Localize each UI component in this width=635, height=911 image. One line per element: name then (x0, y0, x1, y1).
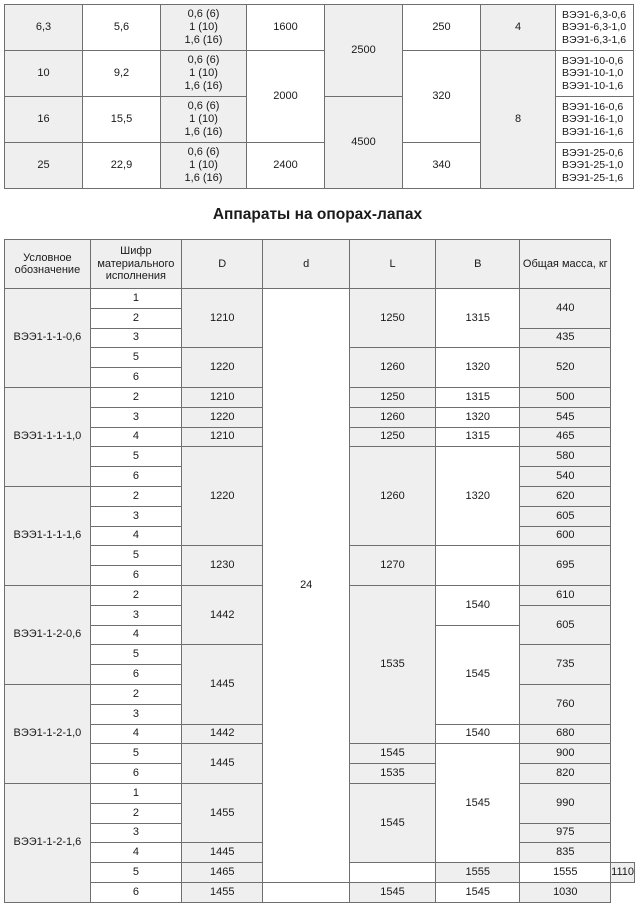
d-cell: 1455 (181, 783, 263, 842)
header-mass: Общая масса, кг (520, 240, 611, 289)
table-cell: 15,5 (83, 97, 161, 143)
table-cell: 0,6 (6) 1 (10) 1,6 (16) (161, 143, 247, 189)
table-cell: 8 (481, 51, 556, 189)
code-cell: 3 (90, 506, 181, 526)
designation-cell: ВЭЭ1-1-1-1,6 (5, 486, 91, 585)
code-cell: 6 (90, 665, 181, 685)
mass-cell: 605 (520, 506, 611, 526)
mass-cell: 520 (520, 348, 611, 388)
mass-cell: 760 (520, 684, 611, 724)
table-cell: 6,3 (5, 5, 83, 51)
code-cell: 6 (90, 368, 181, 388)
designation-cell: ВЭЭ1-1-2-1,6 (5, 783, 91, 902)
l-cell: 1270 (349, 546, 435, 586)
d-inner-cell (263, 882, 349, 902)
l-cell: 1260 (349, 447, 435, 546)
main-specs-table (4, 239, 635, 903)
mass-cell: 605 (520, 605, 611, 645)
code-cell: 2 (90, 486, 181, 506)
mass-cell: 990 (520, 783, 611, 823)
table-cell: 9,2 (83, 51, 161, 97)
b-cell: 1315 (436, 427, 520, 447)
mass-cell: 735 (520, 645, 611, 685)
code-cell: 3 (90, 704, 181, 724)
mass-cell: 975 (520, 823, 611, 843)
table-header-row (5, 240, 635, 289)
code-cell: 5 (90, 863, 181, 883)
b-cell: 1320 (436, 407, 520, 427)
l-cell: 1250 (349, 387, 435, 407)
table-row (5, 882, 635, 902)
code-cell: 1 (90, 783, 181, 803)
code-cell: 4 (90, 526, 181, 546)
table-cell: 4500 (325, 97, 403, 189)
table-cell: 16 (5, 97, 83, 143)
l-cell: 1545 (349, 744, 435, 764)
designation-cell: ВЭЭ1-1-1-1,0 (5, 387, 91, 486)
code-cell: 3 (90, 605, 181, 625)
table-cell: 320 (403, 51, 481, 143)
table-cell: 5,6 (83, 5, 161, 51)
table-cell: 22,9 (83, 143, 161, 189)
table-cell: 2400 (247, 143, 325, 189)
l-cell: 1535 (349, 585, 435, 743)
designation-cell: ВЭЭ1-1-2-1,0 (5, 684, 91, 783)
l-cell: 1545 (349, 882, 435, 902)
header-material-code: Шифр материального исполнения (90, 240, 181, 289)
d-cell: 1442 (181, 724, 263, 744)
d-cell: 1445 (181, 744, 263, 784)
table-cell: ВЭЭ1-25-0,6 ВЭЭ1-25-1,0 ВЭЭ1-25-1,6 (556, 143, 634, 189)
table-cell: ВЭЭ1-6,3-0,6 ВЭЭ1-6,3-1,0 ВЭЭ1-6,3-1,6 (556, 5, 634, 51)
mass-cell: 600 (520, 526, 611, 546)
code-cell: 5 (90, 348, 181, 368)
mass-cell: 610 (520, 585, 611, 605)
header-l: L (349, 240, 435, 289)
l-cell: 1250 (349, 289, 435, 348)
table-row (5, 51, 634, 97)
d-cell: 1210 (181, 387, 263, 407)
table-cell: 0,6 (6) 1 (10) 1,6 (16) (161, 5, 247, 51)
d-cell: 1220 (181, 407, 263, 427)
b-cell: 1315 (436, 289, 520, 348)
b-cell: 1545 (436, 625, 520, 724)
code-cell: 6 (90, 764, 181, 784)
code-cell: 3 (90, 823, 181, 843)
code-cell: 3 (90, 407, 181, 427)
mass-cell: 465 (520, 427, 611, 447)
code-cell: 1 (90, 289, 181, 309)
d-cell: 1465 (181, 863, 263, 883)
b-cell: 1545 (436, 882, 520, 902)
header-b: B (436, 240, 520, 289)
b-cell: 1320 (436, 348, 520, 388)
table-cell: 0,6 (6) 1 (10) 1,6 (16) (161, 97, 247, 143)
d-cell: 1220 (181, 447, 263, 546)
table-cell: ВЭЭ1-10-0,6 ВЭЭ1-10-1,0 ВЭЭ1-10-1,6 (556, 51, 634, 97)
code-cell: 3 (90, 328, 181, 348)
mass-cell: 620 (520, 486, 611, 506)
table-cell: 25 (5, 143, 83, 189)
mass-cell: 1030 (520, 882, 611, 902)
code-cell: 6 (90, 566, 181, 586)
mass-cell: 1110 (611, 863, 635, 883)
table-cell: 0,6 (6) 1 (10) 1,6 (16) (161, 51, 247, 97)
d-inner-cell (349, 863, 435, 883)
d-cell: 1445 (181, 645, 263, 724)
d-inner-cell: 24 (263, 289, 349, 883)
code-cell: 2 (90, 684, 181, 704)
code-cell: 6 (90, 882, 181, 902)
table-cell: ВЭЭ1-16-0,6 ВЭЭ1-16-1,0 ВЭЭ1-16-1,6 (556, 97, 634, 143)
l-cell: 1545 (349, 783, 435, 862)
section-title: Аппараты на опорах-лапах (212, 206, 423, 223)
d-cell: 1210 (181, 427, 263, 447)
code-cell: 2 (90, 387, 181, 407)
code-cell: 4 (90, 843, 181, 863)
code-cell: 6 (90, 467, 181, 487)
b-cell: 1540 (436, 585, 520, 625)
b-cell (436, 546, 520, 586)
l-cell: 1260 (349, 407, 435, 427)
table-cell: 2000 (247, 51, 325, 143)
b-cell: 1540 (436, 724, 520, 744)
designation-cell: ВЭЭ1-1-1-0,6 (5, 289, 91, 388)
mass-cell: 580 (520, 447, 611, 467)
code-cell: 4 (90, 724, 181, 744)
d-cell: 1445 (181, 843, 263, 863)
mass-cell: 545 (520, 407, 611, 427)
code-cell: 4 (90, 427, 181, 447)
table-cell: 2500 (325, 5, 403, 97)
mass-cell: 540 (520, 467, 611, 487)
l-cell: 1260 (349, 348, 435, 388)
code-cell: 5 (90, 447, 181, 467)
mass-cell: 435 (520, 328, 611, 348)
code-cell: 5 (90, 744, 181, 764)
mass-cell: 835 (520, 843, 611, 863)
b-cell: 1555 (520, 863, 611, 883)
table-cell: 340 (403, 143, 481, 189)
d-cell: 1210 (181, 289, 263, 348)
code-cell: 4 (90, 625, 181, 645)
d-cell: 1455 (181, 882, 263, 902)
code-cell: 5 (90, 546, 181, 566)
header-designation: Условное обозначение (5, 240, 91, 289)
code-cell: 5 (90, 645, 181, 665)
mass-cell: 500 (520, 387, 611, 407)
b-cell: 1545 (436, 744, 520, 863)
designation-cell: ВЭЭ1-1-2-0,6 (5, 585, 91, 684)
mass-cell: 440 (520, 289, 611, 329)
table-cell: 1600 (247, 5, 325, 51)
d-cell: 1220 (181, 348, 263, 388)
code-cell: 2 (90, 308, 181, 328)
d-cell: 1442 (181, 585, 263, 644)
table-cell: 250 (403, 5, 481, 51)
d-cell: 1230 (181, 546, 263, 586)
code-cell: 2 (90, 803, 181, 823)
header-d-outer: D (181, 240, 263, 289)
mass-cell: 900 (520, 744, 611, 764)
mass-cell: 820 (520, 764, 611, 784)
b-cell: 1315 (436, 387, 520, 407)
table-row (5, 5, 634, 51)
table-cell: 4 (481, 5, 556, 51)
l-cell: 1555 (436, 863, 520, 883)
b-cell: 1320 (436, 447, 520, 546)
code-cell: 2 (90, 585, 181, 605)
l-cell: 1535 (349, 764, 435, 784)
table-row (5, 289, 635, 309)
top-specs-table (4, 4, 634, 189)
table-cell: 10 (5, 51, 83, 97)
mass-cell: 680 (520, 724, 611, 744)
l-cell: 1250 (349, 427, 435, 447)
mass-cell: 695 (520, 546, 611, 586)
header-d-inner: d (263, 240, 349, 289)
